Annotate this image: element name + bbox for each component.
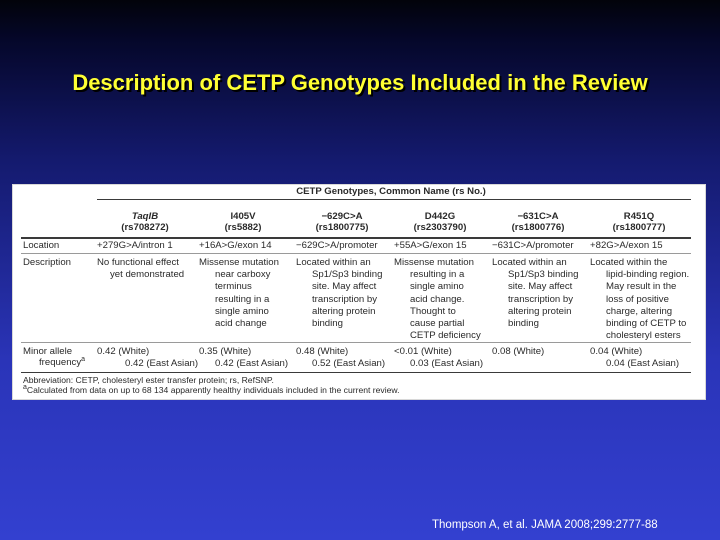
maf-line: 0.48 (White)	[296, 346, 349, 357]
description-line: altering protein	[312, 305, 376, 317]
description-line: resulting in a	[215, 293, 270, 305]
column-name: R451Q	[623, 211, 655, 222]
description-cell	[492, 257, 578, 330]
column-header	[193, 211, 293, 233]
column-rs: (rs708272)	[121, 222, 169, 233]
maf-line: 0.03 (East Asian)	[410, 358, 484, 370]
abbreviation-note: Abbreviation: CETP, cholesteryl ester transfer protein; rs, RefSNP.	[23, 375, 274, 385]
maf-cell	[97, 346, 198, 370]
column-rs: (rs1800776)	[511, 222, 565, 233]
description-line: charge, altering	[606, 305, 673, 317]
row-label-description: Description	[23, 257, 71, 268]
column-rs: (rs5882)	[224, 222, 262, 233]
maf-line: 0.42 (White)	[97, 346, 150, 357]
maf-line: 0.42 (East Asian)	[215, 358, 289, 370]
description-line: terminus	[215, 281, 252, 293]
description-cell	[590, 257, 689, 342]
column-header	[587, 211, 691, 233]
description-line: cholesteryl esters	[606, 330, 681, 342]
maf-cell	[394, 346, 483, 370]
description-line: binding	[508, 318, 539, 330]
description-line: Located within the	[590, 257, 668, 268]
description-line: Sp1/Sp3 binding	[312, 269, 383, 281]
maf-line: 0.35 (White)	[199, 346, 252, 357]
description-line: Sp1/Sp3 binding	[508, 269, 579, 281]
maf-line: 0.04 (White)	[590, 346, 643, 357]
description-line: Located within an	[492, 257, 567, 268]
description-line: CETP deficiency	[410, 330, 481, 342]
row-label-location: Location	[23, 240, 60, 251]
column-header	[293, 211, 391, 233]
maf-line: <0.01 (White)	[394, 346, 452, 357]
description-line: Thought to	[410, 305, 456, 317]
description-line: site. May affect	[508, 281, 573, 293]
location-cell: −629C>A/promoter	[296, 240, 378, 251]
column-header	[489, 211, 587, 233]
column-rs: (rs1800775)	[315, 222, 369, 233]
column-rs: (rs1800777)	[612, 222, 666, 233]
description-line: cause partial	[410, 318, 465, 330]
footnote-marker: a	[23, 384, 27, 392]
description-line: transcription by	[312, 293, 378, 305]
description-cell	[97, 257, 184, 281]
column-name: TaqIB	[131, 211, 159, 222]
description-line: near carboxy	[215, 269, 271, 281]
maf-line: 0.52 (East Asian)	[312, 358, 386, 370]
maf-cell	[296, 346, 385, 370]
column-name: −629C>A	[321, 211, 363, 222]
table-top-rule	[97, 199, 691, 200]
column-header	[391, 211, 489, 233]
row-label-maf	[23, 346, 85, 368]
row-rule	[21, 342, 691, 343]
description-line: No functional effect	[97, 257, 179, 268]
footnote-text: Calculated from data on up to 68 134 apparently healthy individuals included in the current review.	[26, 385, 400, 395]
description-line: Located within an	[296, 257, 371, 268]
maf-cell	[199, 346, 288, 370]
maf-cell	[590, 346, 679, 370]
description-line: binding of CETP to	[606, 318, 687, 330]
bottom-rule	[21, 372, 691, 373]
maf-line: 0.04 (East Asian)	[606, 358, 680, 370]
citation: Thompson A, et al. JAMA 2008;299:2777-88	[432, 519, 658, 531]
description-cell	[199, 257, 279, 330]
description-line: Missense mutation	[199, 257, 279, 268]
footnote-marker: a	[81, 355, 86, 363]
column-rs: (rs2303790)	[413, 222, 467, 233]
description-line: Missense mutation	[394, 257, 474, 268]
description-line: loss of positive	[606, 293, 669, 305]
description-line: lipid-binding region.	[606, 269, 690, 281]
location-cell: +55A>G/exon 15	[394, 240, 467, 251]
description-line: yet demonstrated	[110, 269, 185, 281]
maf-label-line: Minor allele	[23, 346, 73, 357]
column-name: D442G	[424, 211, 456, 222]
description-cell	[296, 257, 382, 330]
column-header	[97, 211, 193, 233]
footnote-a	[23, 385, 400, 395]
description-line: single amino	[215, 305, 269, 317]
description-line: resulting in a	[410, 269, 465, 281]
description-line: transcription by	[508, 293, 574, 305]
column-name: I405V	[230, 211, 256, 222]
location-cell: +82G>A/exon 15	[590, 240, 663, 251]
description-line: May result in the	[606, 281, 677, 293]
description-line: acid change	[215, 318, 267, 330]
maf-label-line: frequency$^a$	[39, 355, 86, 368]
location-cell: +16A>G/exon 14	[199, 240, 272, 251]
maf-line: 0.42 (East Asian)	[125, 358, 199, 370]
maf-cell	[492, 346, 544, 358]
location-cell: +279G>A/intron 1	[97, 240, 173, 251]
description-line: site. May affect	[312, 281, 377, 293]
table-group-header: CETP Genotypes, Common Name (rs No.)	[296, 186, 486, 197]
description-line: altering protein	[508, 305, 572, 317]
description-line: single amino	[410, 281, 464, 293]
description-cell	[394, 257, 481, 342]
column-name: −631C>A	[517, 211, 559, 222]
header-rule	[21, 237, 691, 239]
slide-title: Description of CETP Genotypes Included in the Review	[72, 70, 648, 95]
genotype-table	[12, 184, 706, 400]
row-rule	[21, 253, 691, 254]
description-line: binding	[312, 318, 343, 330]
location-cell: −631C>A/promoter	[492, 240, 574, 251]
description-line: acid change.	[410, 293, 465, 305]
maf-line: 0.08 (White)	[492, 346, 545, 357]
